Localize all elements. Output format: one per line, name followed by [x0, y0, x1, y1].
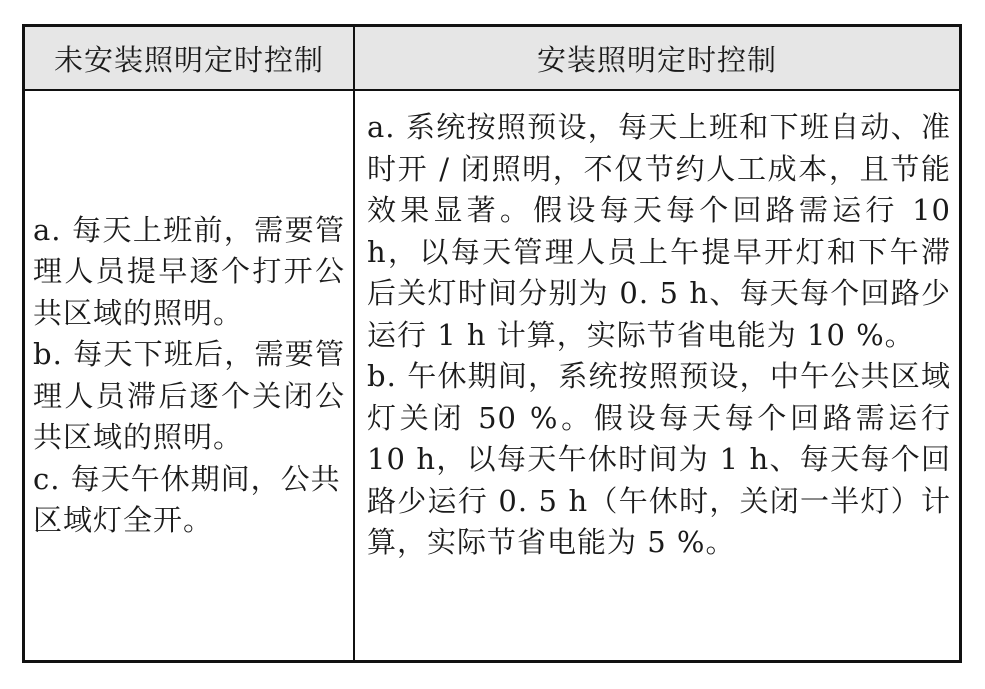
table-row: [25, 90, 959, 660]
left-item-b: b. 每天下班后，需要管理人员滞后逐个关闭公共区域的照明。: [33, 337, 345, 454]
right-item-a: a. 系统按照预设，每天上班和下班自动、准时开 / 闭照明，不仅节约人工成本，且节能效果显著。假设每天每个回路需运行 10 h，以每天管理人员上午提早开灯和下午滞后关灯时间分别为 0. 5 h、每天每个回路少运行 1 h 计算，实际节省电能为 10 %。: [367, 110, 951, 352]
comparison-table: [25, 27, 959, 660]
left-item-a: a. 每天上班前，需要管理人员提早逐个打开公共区域的照明。: [33, 212, 345, 330]
table-header-row: [25, 27, 959, 90]
cell-with-timer: [354, 90, 959, 660]
right-item-b: b. 午休期间，系统按照预设，中午公共区域灯关闭 50 %。假设每天每个回路需运行 10 h，以每天午休时间为 1 h、每天每个回路少运行 0. 5 h（午休时，关闭一半灯）计算，实际节省电能为 5 %。: [367, 359, 951, 559]
header-with-timer: 安装照明定时控制: [354, 27, 959, 90]
comparison-table-frame: [22, 24, 962, 663]
header-without-timer: 未安装照明定时控制: [25, 27, 354, 90]
left-item-c: c. 每天午休期间，公共区域灯全开。: [33, 461, 341, 537]
cell-without-timer: [25, 90, 354, 660]
